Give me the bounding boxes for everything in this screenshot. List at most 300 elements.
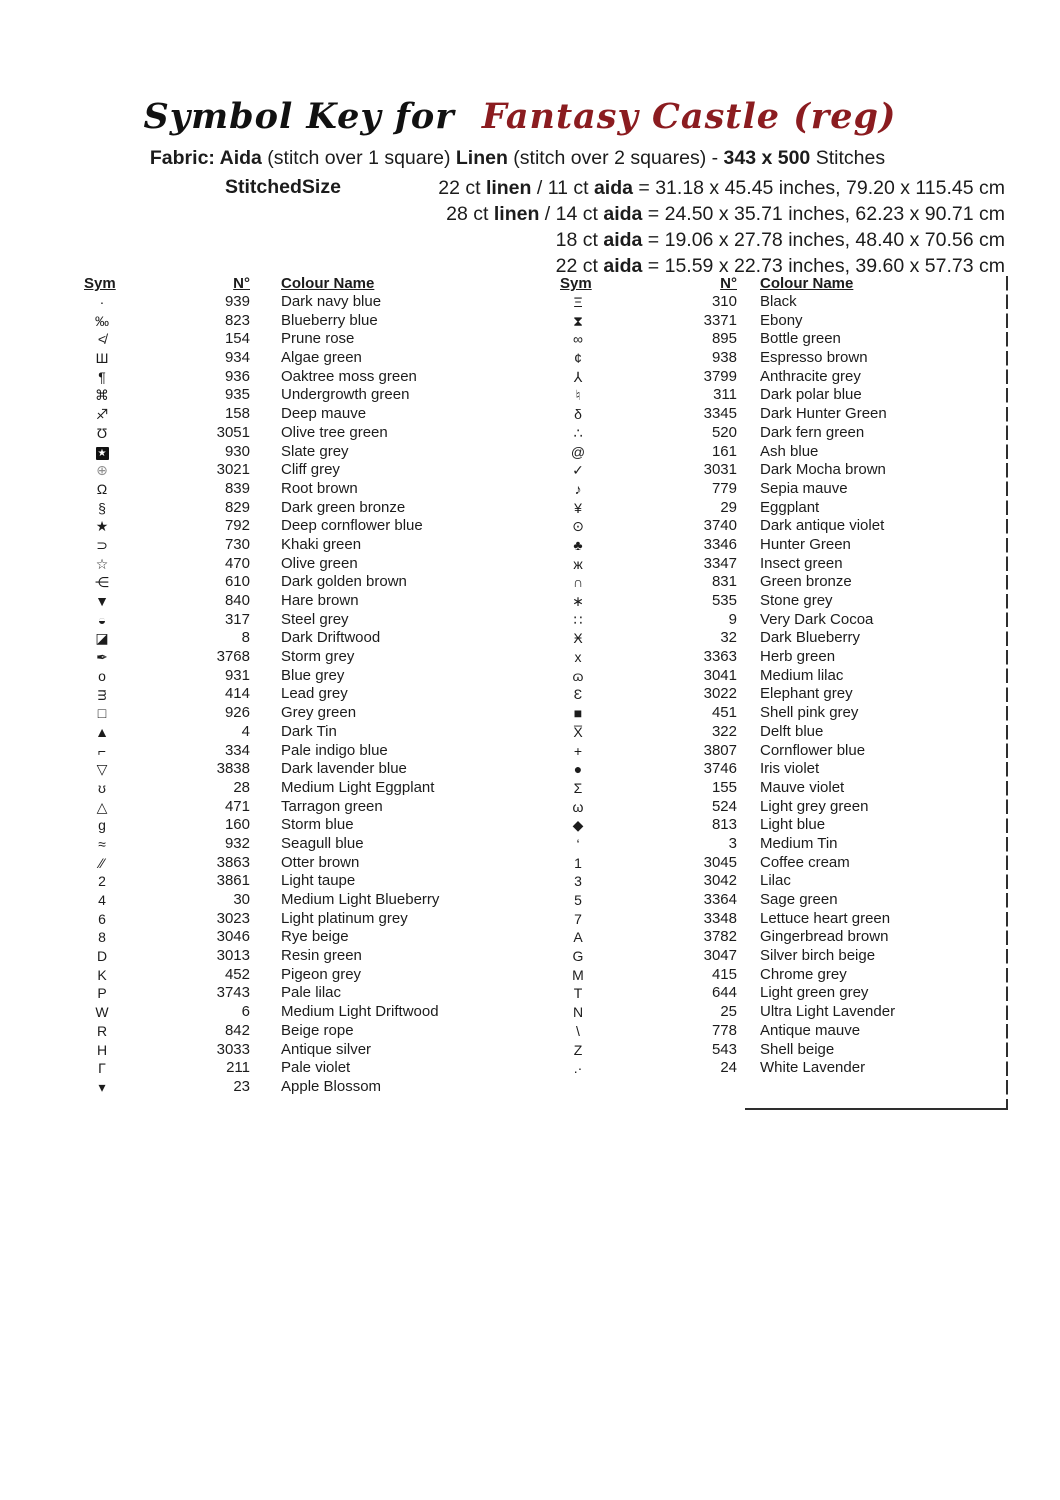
thread-number: 939 bbox=[224, 293, 250, 310]
colour-name: Khaki green bbox=[281, 535, 362, 553]
symbol-table-left bbox=[84, 274, 514, 1097]
colour-name: Black bbox=[760, 293, 797, 310]
symbol-glyph: G bbox=[572, 948, 584, 965]
table-row bbox=[84, 424, 514, 443]
symbol-glyph: 6 bbox=[98, 910, 106, 927]
thread-number: 813 bbox=[711, 816, 737, 834]
table-row bbox=[84, 611, 514, 630]
thread-number: 452 bbox=[224, 965, 250, 983]
thread-number: 520 bbox=[711, 423, 737, 441]
symbol-glyph: 4 bbox=[98, 892, 106, 908]
colour-name: Pigeon grey bbox=[281, 965, 362, 983]
table-row bbox=[560, 517, 1005, 536]
symbol-glyph: 7 bbox=[574, 910, 582, 927]
colour-name: Shell pink grey bbox=[760, 704, 859, 722]
symbol-glyph: ♐ bbox=[95, 406, 109, 423]
symbol-glyph: ● bbox=[573, 761, 583, 778]
stitched-size-text-segment: aida bbox=[593, 177, 633, 199]
thread-number: 310 bbox=[711, 293, 737, 310]
symbol-glyph: ★ bbox=[95, 518, 109, 535]
table-row bbox=[84, 798, 514, 817]
colour-name: Dark Hunter Green bbox=[760, 405, 887, 423]
symbol-glyph: M bbox=[572, 966, 584, 983]
symbol-glyph: ⁄⁄ bbox=[99, 854, 105, 871]
table-row bbox=[84, 573, 514, 592]
colour-name: Bottle green bbox=[760, 330, 841, 348]
symbol-glyph: T bbox=[573, 985, 583, 1002]
table-row bbox=[560, 1041, 1005, 1060]
symbol-glyph: Ξ bbox=[573, 294, 583, 310]
symbol-glyph: · bbox=[99, 294, 105, 310]
thread-number: 154 bbox=[224, 330, 250, 348]
table-row bbox=[84, 443, 514, 462]
thread-number: 470 bbox=[224, 554, 250, 572]
table-row bbox=[84, 1078, 514, 1097]
thread-number: 317 bbox=[224, 610, 250, 628]
table-header-row bbox=[84, 274, 514, 293]
thread-number: 3782 bbox=[703, 928, 737, 946]
thread-number: 451 bbox=[711, 704, 737, 722]
table-row bbox=[560, 349, 1005, 368]
symbol-glyph: 3 bbox=[574, 873, 582, 890]
thread-number: 3047 bbox=[703, 947, 737, 965]
table-row bbox=[560, 779, 1005, 798]
table-row bbox=[560, 424, 1005, 443]
table-row bbox=[560, 872, 1005, 891]
symbol-glyph: ɷ bbox=[572, 667, 584, 684]
thread-number: 9 bbox=[728, 610, 737, 628]
symbol-glyph: ᴟ bbox=[97, 686, 107, 703]
table-row bbox=[84, 517, 514, 536]
symbol-glyph: ∩ bbox=[572, 574, 584, 591]
symbol-glyph: ⅄ bbox=[573, 368, 583, 385]
colour-name: Light green grey bbox=[760, 984, 869, 1002]
table-row bbox=[560, 629, 1005, 648]
colour-name: Lilac bbox=[760, 872, 791, 890]
symbol-glyph: D bbox=[96, 948, 108, 965]
thread-number: 3799 bbox=[703, 367, 737, 385]
table-row bbox=[84, 1022, 514, 1041]
colour-name: Ultra Light Lavender bbox=[760, 1003, 896, 1021]
symbol-glyph: ☆ bbox=[95, 555, 109, 572]
fabric-text-segment: Fabric: bbox=[149, 147, 220, 169]
colour-name: Dark Driftwood bbox=[281, 629, 381, 647]
thread-number: 3863 bbox=[216, 853, 250, 871]
thread-number: 543 bbox=[711, 1040, 737, 1058]
table-row bbox=[560, 573, 1005, 592]
symbol-glyph: ⊙ bbox=[572, 518, 584, 535]
thread-number: 4 bbox=[241, 722, 250, 740]
symbol-glyph: Ш bbox=[95, 350, 109, 367]
colour-name: Ebony bbox=[760, 311, 803, 329]
stitched-size-label: StitchedSize bbox=[225, 176, 341, 198]
thread-number: 3346 bbox=[703, 535, 737, 553]
table-row bbox=[84, 742, 514, 761]
symbol-glyph: ♮ bbox=[575, 387, 581, 404]
table-row bbox=[560, 536, 1005, 555]
thread-number: 160 bbox=[224, 816, 250, 834]
stitched-size-text-segment: 22 ct bbox=[555, 255, 604, 277]
thread-number: 829 bbox=[224, 498, 250, 516]
table-row bbox=[560, 293, 1005, 312]
table-row bbox=[560, 835, 1005, 854]
fabric-line bbox=[0, 147, 1035, 170]
thread-number: 3363 bbox=[703, 648, 737, 666]
thread-number: 334 bbox=[224, 741, 250, 759]
thread-number: 28 bbox=[233, 778, 250, 796]
thread-number: 322 bbox=[711, 722, 737, 740]
colour-name: Pale violet bbox=[281, 1059, 351, 1077]
column-header-colour-name: Colour Name bbox=[760, 275, 854, 292]
thread-number: 3023 bbox=[216, 909, 250, 927]
colour-name: Dark navy blue bbox=[281, 293, 382, 310]
symbol-glyph: ▲ bbox=[95, 723, 109, 740]
thread-number: 30 bbox=[233, 891, 250, 908]
stitched-size-text-segment: 18 ct bbox=[555, 229, 604, 251]
colour-name: Medium Light Blueberry bbox=[281, 891, 440, 908]
thread-number: 24 bbox=[720, 1059, 737, 1077]
stitched-size-text-segment: = 19.06 x 27.78 inches, 48.40 x 70.56 cm bbox=[642, 229, 1005, 251]
colour-name: Medium lilac bbox=[760, 666, 844, 684]
table-row bbox=[560, 1022, 1005, 1041]
table-row bbox=[560, 480, 1005, 499]
thread-number: 3345 bbox=[703, 405, 737, 423]
table-row bbox=[560, 648, 1005, 667]
thread-number: 3807 bbox=[703, 741, 737, 759]
table-row bbox=[560, 368, 1005, 387]
thread-number: 8 bbox=[241, 629, 250, 647]
column-header-sym: Sym bbox=[84, 275, 116, 292]
stitched-size-lines bbox=[438, 175, 1005, 279]
symbol-glyph: ‘ bbox=[576, 835, 580, 852]
thread-number: 3348 bbox=[703, 909, 737, 927]
symbol-glyph: Ʊ bbox=[96, 424, 108, 441]
thread-number: 3746 bbox=[703, 760, 737, 778]
fabric-text-segment: Stitches bbox=[810, 147, 886, 169]
colour-name: White Lavender bbox=[760, 1059, 866, 1077]
symbol-glyph: ♪ bbox=[574, 480, 582, 497]
symbol-glyph: ▽ bbox=[96, 761, 108, 778]
symbol-glyph: 8 bbox=[98, 929, 106, 946]
stitched-size-text-segment: = 15.59 x 22.73 inches, 39.60 x 57.73 cm bbox=[642, 255, 1005, 277]
thread-number: 471 bbox=[224, 797, 250, 815]
stitched-size-text-segment: aida bbox=[603, 255, 643, 277]
table-row bbox=[84, 667, 514, 686]
symbol-glyph: K bbox=[97, 966, 107, 983]
colour-name: Silver birch beige bbox=[760, 947, 876, 965]
thread-number: 535 bbox=[711, 592, 737, 609]
page-title bbox=[0, 96, 1040, 137]
stitched-size-text-segment: linen bbox=[493, 203, 540, 225]
table-bottom-border bbox=[745, 1108, 1007, 1110]
table-row bbox=[84, 648, 514, 667]
symbol-glyph: ¢ bbox=[574, 350, 582, 367]
thread-number: 3021 bbox=[216, 461, 250, 479]
thread-number: 823 bbox=[224, 311, 250, 329]
symbol-glyph: Ɛ bbox=[573, 686, 583, 703]
thread-number: 840 bbox=[224, 592, 250, 609]
symbol-glyph: 5 bbox=[574, 892, 582, 908]
table-row bbox=[560, 816, 1005, 835]
symbol-glyph: ◪ bbox=[95, 630, 109, 647]
colour-name: Cornflower blue bbox=[760, 741, 866, 759]
thread-number: 895 bbox=[711, 330, 737, 348]
colour-name: Antique mauve bbox=[760, 1021, 861, 1039]
thread-number: 211 bbox=[226, 1059, 250, 1077]
colour-name: Chrome grey bbox=[760, 965, 847, 983]
symbol-glyph: ⌐ bbox=[97, 742, 107, 759]
table-row bbox=[84, 966, 514, 985]
table-row bbox=[560, 312, 1005, 331]
table-row bbox=[560, 405, 1005, 424]
colour-name: Blueberry blue bbox=[281, 311, 378, 329]
thread-number: 155 bbox=[711, 778, 737, 796]
colour-name: Light taupe bbox=[281, 872, 356, 890]
thread-number: 3743 bbox=[216, 984, 250, 1002]
thread-number: 3768 bbox=[216, 648, 250, 666]
table-row bbox=[84, 835, 514, 854]
colour-name: Resin green bbox=[281, 947, 362, 965]
thread-number: 778 bbox=[711, 1021, 737, 1039]
table-row bbox=[84, 872, 514, 891]
colour-name: Sage green bbox=[760, 891, 838, 908]
colour-name: Pale lilac bbox=[281, 984, 342, 1002]
thread-number: 29 bbox=[720, 498, 737, 516]
table-row bbox=[560, 704, 1005, 723]
symbol-glyph: □ bbox=[97, 705, 107, 722]
colour-name: Otter brown bbox=[281, 853, 360, 871]
thread-number: 414 bbox=[224, 685, 250, 703]
symbol-glyph: ▼ bbox=[95, 593, 109, 609]
symbol-glyph: 1 bbox=[574, 854, 582, 871]
colour-name: Iris violet bbox=[760, 760, 820, 778]
stitched-size-text-segment: / 11 ct bbox=[531, 177, 594, 199]
table-row bbox=[560, 555, 1005, 574]
colour-name: Steel grey bbox=[281, 610, 349, 628]
thread-number: 3033 bbox=[216, 1040, 250, 1058]
fabric-text-segment: Linen bbox=[455, 147, 508, 169]
thread-number: 3041 bbox=[703, 666, 737, 684]
table-row bbox=[560, 611, 1005, 630]
colour-name: Gingerbread brown bbox=[760, 928, 889, 946]
thread-number: 415 bbox=[711, 965, 737, 983]
colour-name: Cliff grey bbox=[281, 461, 340, 479]
table-row bbox=[84, 368, 514, 387]
colour-name: Storm grey bbox=[281, 648, 355, 666]
colour-name: Dark antique violet bbox=[760, 517, 885, 535]
colour-name: Sepia mauve bbox=[760, 479, 848, 497]
symbol-glyph: Z bbox=[573, 1041, 583, 1058]
table-row bbox=[84, 1059, 514, 1078]
table-row bbox=[84, 536, 514, 555]
thread-number: 3347 bbox=[703, 554, 737, 572]
table-row bbox=[560, 330, 1005, 349]
symbol-glyph: △ bbox=[96, 798, 108, 815]
table-row bbox=[560, 667, 1005, 686]
symbol-glyph: δ bbox=[574, 406, 582, 423]
symbol-glyph: ⊕ bbox=[96, 462, 108, 479]
table-row bbox=[84, 816, 514, 835]
symbol-glyph: ⧗ bbox=[573, 312, 583, 329]
symbol-glyph: ≈ bbox=[98, 835, 106, 852]
colour-name: Lettuce heart green bbox=[760, 909, 891, 927]
colour-name: Very Dark Cocoa bbox=[760, 610, 874, 628]
colour-name: Rye beige bbox=[281, 928, 349, 946]
colour-name: Light blue bbox=[760, 816, 826, 834]
colour-name: Grey green bbox=[281, 704, 357, 722]
thread-number: 3861 bbox=[216, 872, 250, 890]
symbol-glyph: ⊃ bbox=[96, 536, 108, 553]
colour-name: Lead grey bbox=[281, 685, 348, 703]
stitched-size-text-segment: 28 ct bbox=[446, 203, 494, 225]
symbol-glyph: § bbox=[98, 499, 106, 516]
thread-number: 930 bbox=[224, 442, 250, 460]
symbol-glyph: ▾ bbox=[98, 1078, 106, 1095]
table-row bbox=[560, 386, 1005, 405]
thread-number: 610 bbox=[224, 573, 250, 591]
colour-name: Root brown bbox=[281, 479, 358, 497]
colour-name: Dark polar blue bbox=[760, 386, 862, 404]
colour-name: Blue grey bbox=[281, 666, 345, 684]
thread-number: 779 bbox=[711, 479, 737, 497]
table-row bbox=[84, 555, 514, 574]
thread-number: 842 bbox=[224, 1021, 250, 1039]
colour-name: Oaktree moss green bbox=[281, 367, 417, 385]
thread-number: 938 bbox=[711, 349, 737, 367]
symbol-glyph: + bbox=[573, 742, 583, 759]
table-row bbox=[84, 312, 514, 331]
symbol-glyph: Ӿ bbox=[573, 630, 583, 647]
symbol-glyph: ∷ bbox=[573, 611, 583, 628]
fabric-text-segment: (stitch over 1 square) bbox=[261, 147, 456, 169]
table-row bbox=[84, 592, 514, 611]
table-row bbox=[84, 293, 514, 312]
colour-name: Dark green bronze bbox=[281, 498, 406, 516]
symbol-table-right bbox=[560, 274, 1005, 1078]
table-row bbox=[560, 723, 1005, 742]
colour-name: Olive green bbox=[281, 554, 358, 572]
symbol-glyph: @ bbox=[570, 443, 586, 460]
symbol-glyph: ≮ bbox=[97, 331, 107, 348]
symbol-glyph: N bbox=[572, 1004, 584, 1021]
symbol-glyph: ⌘ bbox=[95, 387, 109, 404]
table-rows-right bbox=[560, 293, 1005, 1078]
colour-name: Apple Blossom bbox=[281, 1077, 382, 1095]
colour-name: Insect green bbox=[760, 554, 843, 572]
table-row bbox=[84, 405, 514, 424]
table-row bbox=[84, 1003, 514, 1022]
table-row bbox=[84, 685, 514, 704]
column-header-no: N° bbox=[720, 275, 737, 292]
table-row bbox=[84, 349, 514, 368]
symbol-glyph: H bbox=[96, 1041, 108, 1058]
colour-name: Deep cornflower blue bbox=[281, 517, 423, 535]
table-row bbox=[560, 947, 1005, 966]
colour-name: Dark Tin bbox=[281, 722, 337, 740]
thread-number: 792 bbox=[224, 517, 250, 535]
symbol-glyph: ‰ bbox=[95, 312, 109, 329]
table-header-row bbox=[560, 274, 1005, 293]
table-row bbox=[560, 461, 1005, 480]
table-row bbox=[560, 685, 1005, 704]
colour-name: Storm blue bbox=[281, 816, 354, 834]
fabric-text-segment: (stitch over 2 squares) - bbox=[507, 147, 724, 169]
table-row bbox=[84, 480, 514, 499]
colour-name: Dark fern green bbox=[760, 423, 865, 441]
colour-name: Espresso brown bbox=[760, 349, 868, 367]
thread-number: 158 bbox=[224, 405, 250, 423]
colour-name: Olive tree green bbox=[281, 423, 388, 441]
symbol-glyph: \ bbox=[576, 1022, 580, 1039]
title-pattern-name: Fantasy Castle (reg) bbox=[481, 96, 897, 137]
thread-number: 3045 bbox=[703, 853, 737, 871]
symbol-glyph: ■ bbox=[573, 705, 583, 722]
table-row bbox=[560, 592, 1005, 611]
colour-name: Prune rose bbox=[281, 330, 355, 348]
table-right-border-dashed bbox=[1006, 276, 1008, 1110]
symbol-glyph: P bbox=[97, 985, 107, 1002]
thread-number: 934 bbox=[224, 349, 250, 367]
table-row bbox=[84, 891, 514, 910]
thread-number: 3042 bbox=[703, 872, 737, 890]
table-row bbox=[560, 742, 1005, 761]
table-row bbox=[84, 760, 514, 779]
stitched-size-text-segment: aida bbox=[603, 203, 643, 225]
table-row bbox=[84, 1041, 514, 1060]
colour-name: Eggplant bbox=[760, 498, 820, 516]
table-row bbox=[560, 966, 1005, 985]
thread-number: 3 bbox=[728, 834, 737, 852]
table-row bbox=[560, 891, 1005, 910]
symbol-glyph: ★ bbox=[84, 443, 120, 462]
stitched-size-line bbox=[438, 175, 1005, 201]
symbol-glyph: ¥ bbox=[574, 499, 582, 516]
thread-number: 3371 bbox=[703, 311, 737, 329]
thread-number: 524 bbox=[711, 797, 737, 815]
thread-number: 25 bbox=[720, 1003, 737, 1021]
symbol-glyph: ♣ bbox=[573, 536, 583, 553]
symbol-glyph: ⋲ bbox=[95, 574, 109, 591]
symbol-glyph: R bbox=[96, 1022, 108, 1039]
colour-name: Shell beige bbox=[760, 1040, 835, 1058]
colour-name: Antique silver bbox=[281, 1040, 372, 1058]
colour-name: Mauve violet bbox=[760, 778, 845, 796]
stitched-size-text-segment: / 14 ct bbox=[539, 203, 604, 225]
title-prefix: Symbol Key for bbox=[143, 96, 455, 137]
thread-number: 935 bbox=[224, 386, 250, 404]
table-row bbox=[84, 984, 514, 1003]
colour-name: Ash blue bbox=[760, 442, 819, 460]
symbol-glyph: o bbox=[98, 667, 106, 684]
colour-name: Light grey green bbox=[760, 797, 869, 815]
fabric-text-segment: 343 x 500 bbox=[723, 147, 811, 169]
symbol-glyph: Σ bbox=[573, 779, 583, 796]
column-header-colour-name: Colour Name bbox=[281, 275, 375, 292]
table-row bbox=[84, 386, 514, 405]
table-row bbox=[84, 779, 514, 798]
thread-number: 644 bbox=[711, 984, 737, 1002]
thread-number: 6 bbox=[241, 1003, 250, 1021]
colour-name: Delft blue bbox=[760, 722, 824, 740]
thread-number: 3046 bbox=[216, 928, 250, 946]
symbol-glyph: ✓ bbox=[572, 462, 584, 479]
table-row bbox=[560, 854, 1005, 873]
symbol-glyph: Γ bbox=[98, 1060, 106, 1077]
stitched-size-line bbox=[438, 201, 1005, 227]
column-header-sym: Sym bbox=[560, 275, 592, 292]
symbol-glyph: 2 bbox=[98, 873, 106, 890]
symbol-glyph: X̅ bbox=[573, 723, 583, 740]
